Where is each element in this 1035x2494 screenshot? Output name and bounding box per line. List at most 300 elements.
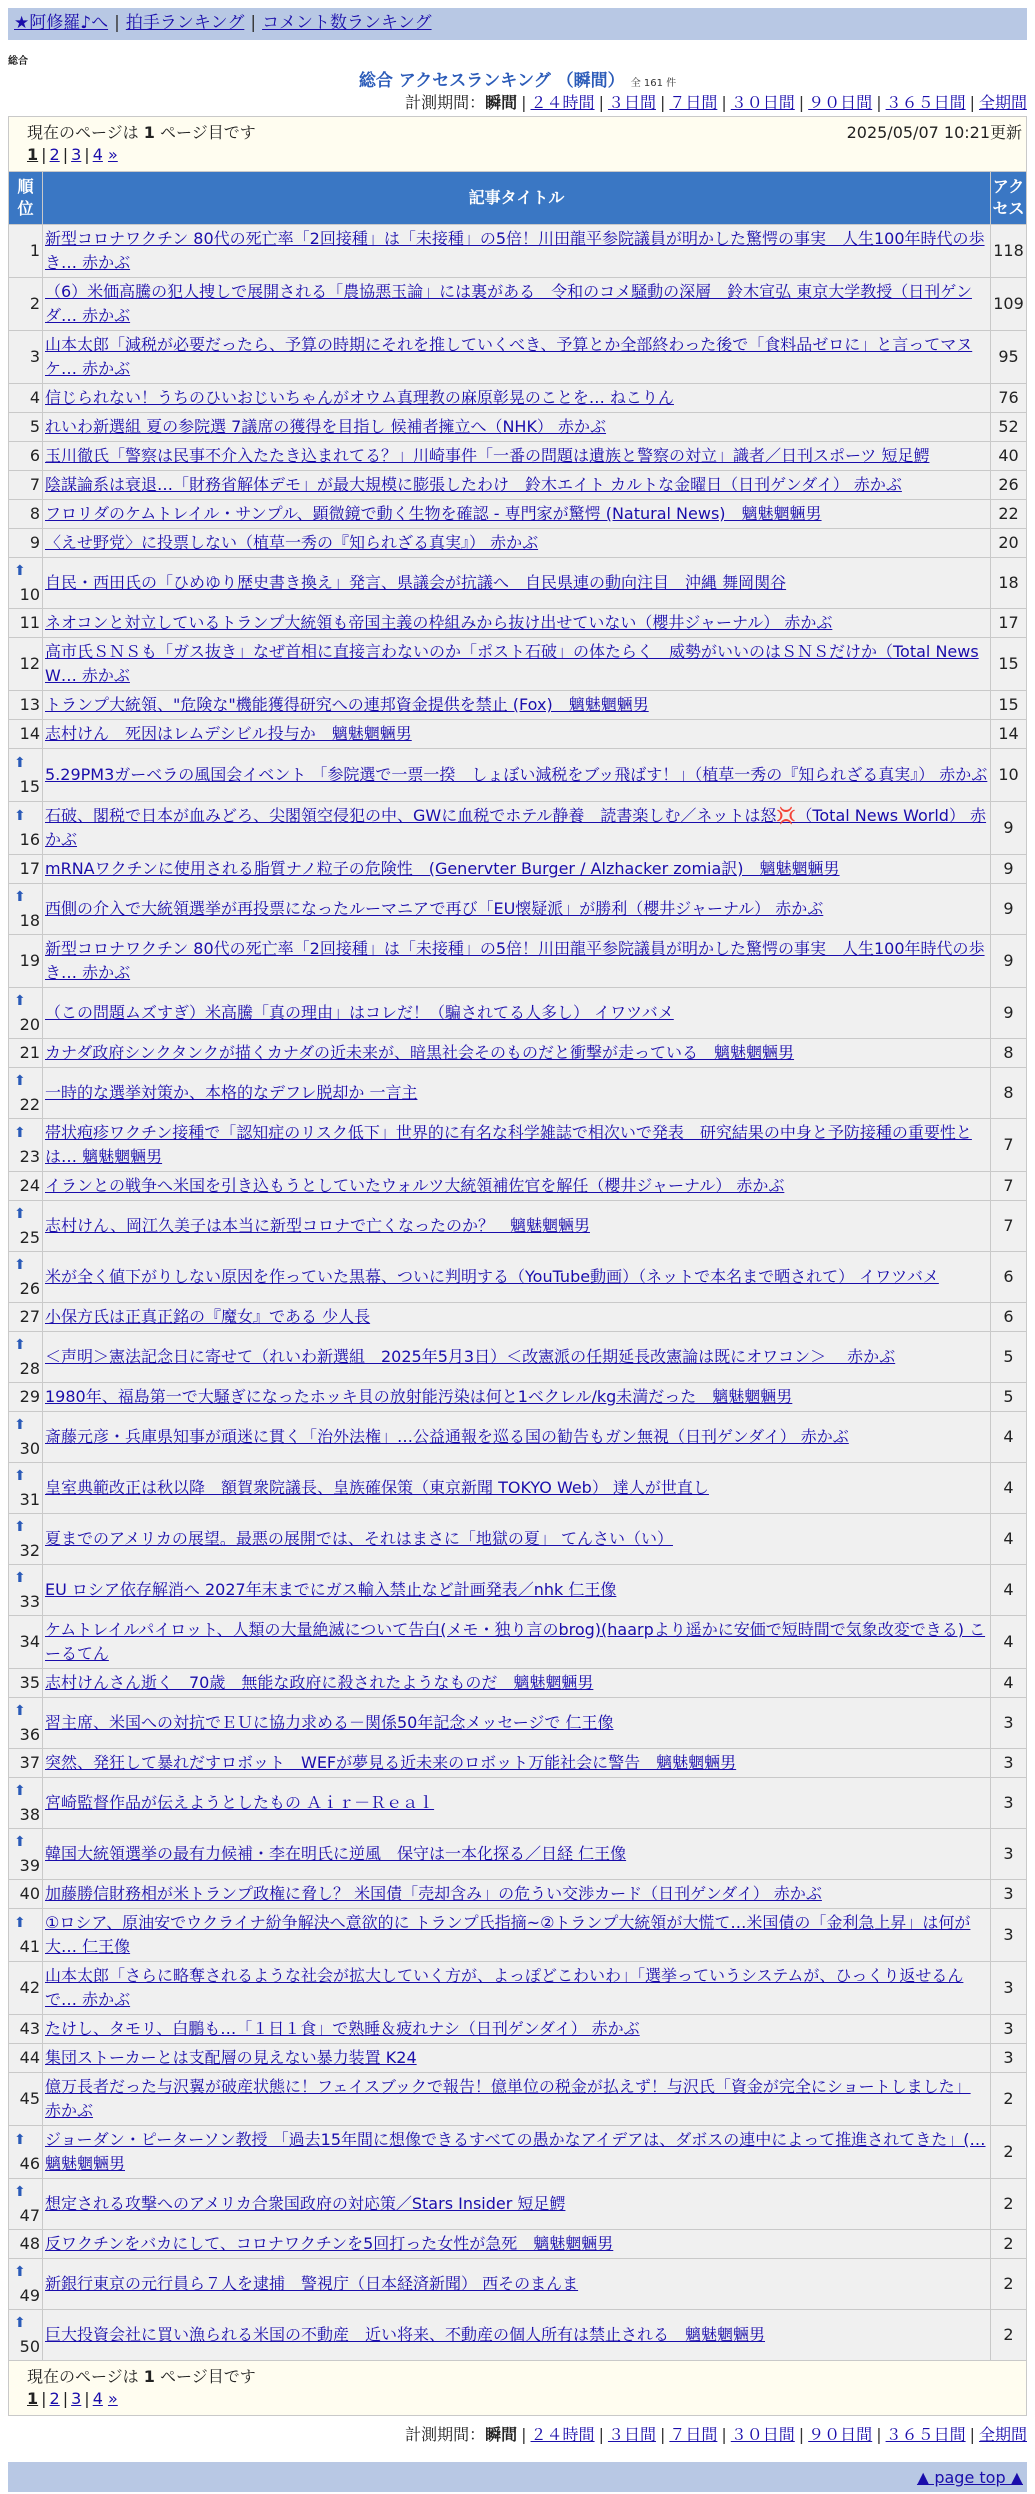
rank-cell: [9, 529, 42, 557]
title-cell: [43, 1383, 990, 1411]
access-count: 4: [991, 1669, 1026, 1697]
access-count: 95: [991, 331, 1026, 383]
page-info: 現在のページは 1 ページ目です: [27, 123, 256, 142]
rank-cell: [9, 691, 42, 719]
table-row: [9, 1698, 1026, 1748]
rank-cell: [9, 1829, 42, 1879]
article-link[interactable]: 玉川徹氏「警察は民事不介入たたき込まれてる？」川崎事件「一番の問題は遺族と警察の対立」識者／日刊スポーツ 短足鰐: [45, 446, 930, 465]
access-count: 3: [991, 1778, 1026, 1828]
table-row: [9, 1909, 1026, 1961]
title-cell: [43, 225, 990, 277]
title-cell: [43, 1909, 990, 1961]
category-label: 総合: [8, 56, 28, 67]
page-title: 総合 アクセスランキング （瞬間）: [358, 71, 625, 91]
title-cell: [43, 2073, 990, 2125]
article-link[interactable]: 新型コロナワクチン 80代の死亡率「2回接種」は「未接種」の5倍！川田龍平参院議員が明かした驚愕の事実 人生100年時代の歩き… 赤かぶ: [45, 229, 985, 272]
access-count: 4: [991, 1616, 1026, 1668]
article-link[interactable]: 志村けん 死因はレムデシビル投与か 魑魅魍魎男: [45, 724, 412, 743]
nav-separator: |: [250, 13, 257, 33]
next-page-link[interactable]: »: [107, 2389, 118, 2408]
period-separator: |: [798, 93, 805, 112]
rank-up-arrow-icon: ⬆: [14, 1417, 26, 1433]
article-link[interactable]: 巨大投資会社に買い漁られる米国の不動産 近い将来、不動産の個人所有は禁止される 魑魅魍魎男: [45, 2325, 766, 2344]
period-separator: |: [969, 93, 975, 112]
rank-number: 48: [19, 2234, 40, 2253]
access-count: 2: [991, 2073, 1026, 2125]
period-separator: |: [521, 2425, 527, 2444]
rank-cell: [9, 1383, 42, 1411]
period-separator: |: [721, 2425, 727, 2444]
rank-number: 12: [19, 654, 40, 673]
table-row: [9, 988, 1026, 1038]
rank-number: 15: [19, 777, 40, 796]
page-title-line: [8, 66, 1027, 90]
article-link[interactable]: 習主席、米国への対抗でＥＵに協力求める－関係50年記念メッセージで 仁王像: [45, 1713, 614, 1732]
access-count: 2: [991, 2310, 1026, 2360]
period-option[interactable]: 全期間: [978, 93, 1027, 112]
article-link[interactable]: 新型コロナワクチン 80代の死亡率「2回接種」は「未接種」の5倍！川田龍平参院議員が明かした驚愕の事実 人生100年時代の歩き… 赤かぶ: [45, 939, 985, 982]
access-count: 3: [991, 1909, 1026, 1961]
period-separator: |: [876, 2425, 882, 2444]
article-link[interactable]: 夏までのアメリカの展望。最悪の展開では、それはまさに「地獄の夏」 てんさい（い）: [45, 1529, 673, 1548]
rank-number: 40: [19, 1884, 40, 1903]
table-row: [9, 1172, 1026, 1200]
table-row: [9, 1514, 1026, 1564]
rank-number: 49: [19, 2286, 40, 2305]
access-count: 3: [991, 1749, 1026, 1777]
rank-cell: [9, 1616, 42, 1668]
access-count: 2: [991, 2230, 1026, 2258]
article-link[interactable]: 陰謀論系は衰退…「財務省解体デモ」が最大規模に膨張したわけ 鈴木エイト カルトな金曜日（日刊ゲンダイ） 赤かぶ: [45, 475, 902, 494]
article-link[interactable]: ＜声明＞憲法記念日に寄せて（れいわ新選組 2025年5月3日）＜改憲派の任期延長改憲論は既にオワコン＞ 赤かぶ: [45, 1347, 896, 1366]
table-row: [9, 471, 1026, 499]
title-cell: [43, 884, 990, 934]
access-count: 3: [991, 2044, 1026, 2072]
table-row: [9, 1829, 1026, 1879]
period-option[interactable]: ３日間: [607, 2425, 656, 2444]
period-selector-bottom: [8, 2422, 1027, 2448]
title-cell: [43, 1514, 990, 1564]
table-row: [9, 500, 1026, 528]
period-option[interactable]: ７日間: [669, 2425, 718, 2444]
page-link[interactable]: 3: [71, 145, 82, 164]
rank-number: 22: [19, 1095, 40, 1114]
article-link[interactable]: 小保方氏は正真正銘の『魔女』である 少人長: [45, 1307, 371, 1326]
article-link[interactable]: 志村けんさん逝く 70歳 無能な政府に殺されたようなものだ 魑魅魍魎男: [45, 1673, 594, 1692]
access-count: 17: [991, 609, 1026, 637]
article-link[interactable]: ネオコンと対立しているトランプ大統領も帝国主義の枠組みから抜け出せていない（櫻井ジャーナル） 赤かぶ: [45, 613, 833, 632]
rank-cell: [9, 2230, 42, 2258]
article-link[interactable]: 突然、発狂して暴れだすロボット WEFが夢見る近未来のロボット万能社会に警告 魑魅魍魎男: [45, 1753, 737, 1772]
rank-cell: [9, 1463, 42, 1513]
rank-number: 16: [19, 830, 40, 849]
pagination-bottom: [27, 2389, 1008, 2408]
rank-up-arrow-icon: ⬆: [14, 1206, 26, 1222]
rank-cell: [9, 471, 42, 499]
table-row: [9, 1962, 1026, 2014]
title-cell: [43, 1119, 990, 1171]
rank-cell: [9, 1119, 42, 1171]
access-count: 3: [991, 2015, 1026, 2043]
period-option[interactable]: ３日間: [607, 93, 656, 112]
rank-number: 35: [19, 1673, 40, 1692]
article-link[interactable]: れいわ新選組 夏の参院選 7議席の獲得を目指し 候補者擁立へ（NHK） 赤かぶ: [45, 417, 607, 436]
access-count: 4: [991, 1565, 1026, 1615]
rank-number: 34: [19, 1632, 40, 1651]
article-link[interactable]: 宮崎監督作品が伝えようとしたもの Ａｉｒ－Ｒｅａｌ: [45, 1793, 435, 1812]
nav-home-link[interactable]: ★阿修羅♪へ: [14, 13, 109, 33]
footer-bar: [8, 2462, 1027, 2492]
article-link[interactable]: 山本太郎「さらに略奪されるような社会が拡大していく方が、よっぽどこわいわ」「選挙っていうシステムが、ひっくり返せるんで… 赤かぶ: [45, 1966, 964, 2009]
access-count: 118: [991, 225, 1026, 277]
rank-number: 36: [19, 1725, 40, 1744]
article-link[interactable]: ①ロシア、原油安でウクライナ紛争解決へ意欲的に トランプ氏指摘~②トランプ大統領が大慌て…米国債の「金利急上昇」は何が大… 仁王像: [45, 1913, 971, 1956]
rank-cell: [9, 2259, 42, 2309]
title-cell: [43, 1332, 990, 1382]
rank-cell: [9, 2044, 42, 2072]
period-option[interactable]: 全期間: [978, 2425, 1027, 2444]
access-count: 3: [991, 1962, 1026, 2014]
article-link[interactable]: 反ワクチンをバカにして、コロナワクチンを5回打った女性が急死 魑魅魍魎男: [45, 2234, 614, 2253]
rank-cell: [9, 609, 42, 637]
article-link[interactable]: 山本太郎「減税が必要だったら、予算の時期にそれを推していくべき、予算とか全部終わった後で「食料品ゼロに」と言ってマヌケ… 赤かぶ: [45, 335, 973, 378]
rank-cell: [9, 2179, 42, 2229]
rank-number: 21: [19, 1043, 40, 1062]
period-option[interactable]: ３０日間: [730, 93, 795, 112]
access-count: 2: [991, 2126, 1026, 2178]
rank-number: 30: [19, 1439, 40, 1458]
access-count: 15: [991, 691, 1026, 719]
page-link[interactable]: 4: [92, 145, 103, 164]
next-page-link[interactable]: »: [107, 145, 118, 164]
period-label: 計測期間：: [405, 2425, 486, 2444]
article-link[interactable]: 西側の介入で大統領選挙が再投票になったルーマニアで再び「EU懐疑派」が勝利（櫻井ジャーナル） 赤かぶ: [45, 899, 824, 918]
access-count: 9: [991, 988, 1026, 1038]
rank-cell: [9, 1514, 42, 1564]
rank-number: 43: [19, 2019, 40, 2038]
period-option[interactable]: ３０日間: [730, 2425, 795, 2444]
title-cell: [43, 2015, 990, 2043]
table-row: [9, 278, 1026, 330]
rank-cell: [9, 935, 42, 987]
page-info: 現在のページは 1 ページ目です: [27, 2367, 256, 2386]
title-cell: [43, 2044, 990, 2072]
rank-up-arrow-icon: ⬆: [14, 1257, 26, 1273]
title-cell: [43, 802, 990, 854]
rank-up-arrow-icon: ⬆: [14, 2264, 26, 2280]
page-link[interactable]: 2: [49, 2389, 60, 2408]
article-link[interactable]: 志村けん、岡江久美子は本当に新型コロナで亡くなったのか？ 魑魅魍魎男: [45, 1216, 590, 1235]
access-count: 10: [991, 749, 1026, 801]
period-separator: |: [876, 93, 882, 112]
rank-number: 31: [19, 1490, 40, 1509]
nav-clap-ranking-link[interactable]: 拍手ランキング: [125, 13, 245, 33]
page-top-link[interactable]: ▲ page top ▲: [916, 2468, 1023, 2487]
rank-cell: [9, 1201, 42, 1251]
rank-number: 14: [19, 724, 40, 743]
rank-cell: [9, 1039, 42, 1067]
period-option[interactable]: ２４時間: [530, 2425, 595, 2444]
article-link[interactable]: （6）米価高騰の犯人捜しで展開される「農協悪玉論」には裏がある 令和のコメ騒動の深層 鈴木宣弘 東京大学教授（日刊ゲンダ… 赤かぶ: [45, 282, 972, 325]
table-row: [9, 331, 1026, 383]
article-link[interactable]: 信じられない！うちのひいおじいちゃんがオウム真理教の麻原彰晃のことを… ねこりん: [45, 388, 674, 407]
table-row: [9, 442, 1026, 470]
access-count: 4: [991, 1463, 1026, 1513]
access-count: 9: [991, 884, 1026, 934]
current-page-number: 1: [143, 2367, 155, 2386]
table-row: [9, 802, 1026, 854]
article-link[interactable]: 集団ストーカーとは支配層の見えない暴力装置 K24: [45, 2048, 417, 2067]
period-selector: [8, 90, 1027, 116]
rank-cell: [9, 1880, 42, 1908]
rank-number: 46: [19, 2154, 40, 2173]
title-cell: [43, 1749, 990, 1777]
access-count: 3: [991, 1829, 1026, 1879]
rank-number: 18: [19, 911, 40, 930]
rank-number: 19: [19, 951, 40, 970]
title-cell: [43, 1698, 990, 1748]
period-option[interactable]: ３６５日間: [885, 2425, 966, 2444]
table-row: [9, 720, 1026, 748]
table-row: [9, 638, 1026, 690]
rank-number: 24: [19, 1176, 40, 1195]
article-link[interactable]: トランプ大統領、"危険な"機能獲得研究への連邦資金提供を禁止 (Fox) 魑魅魍魎男: [45, 695, 649, 714]
title-cell: [43, 638, 990, 690]
title-cell: [43, 1669, 990, 1697]
table-row: [9, 691, 1026, 719]
access-count: 8: [991, 1039, 1026, 1067]
page-separator: |: [41, 2389, 47, 2408]
page-link[interactable]: 3: [71, 2389, 82, 2408]
title-cell: [43, 278, 990, 330]
article-link[interactable]: mRNAワクチンに使用される脂質ナノ粒子の危険性 (Genervter Burger / Alzhacker zomia訳) 魑魅魍魎男: [45, 859, 840, 878]
article-link[interactable]: たけし、タモリ、白鵬も…「１日１食」で熟睡＆疲れナシ（日刊ゲンダイ） 赤かぶ: [45, 2019, 640, 2038]
page-separator: |: [41, 145, 47, 164]
article-link[interactable]: 想定される攻撃へのアメリカ合衆国政府の対応策／Stars Insider 短足鰐: [45, 2194, 566, 2213]
table-row: [9, 1201, 1026, 1251]
rank-cell: [9, 720, 42, 748]
page-info-box-bottom: [8, 2361, 1027, 2416]
rank-cell: [9, 500, 42, 528]
rank-cell: [9, 2310, 42, 2360]
access-count: 52: [991, 413, 1026, 441]
rank-number: 29: [19, 1387, 40, 1406]
table-row: [9, 1383, 1026, 1411]
rank-number: 23: [19, 1147, 40, 1166]
article-link[interactable]: カナダ政府シンクタンクが描くカナダの近未来が、暗黒社会そのものだと衝撃が走っている 魑魅魍魎男: [45, 1043, 795, 1062]
rank-number: 7: [29, 475, 40, 494]
title-cell: [43, 500, 990, 528]
title-cell: [43, 1068, 990, 1118]
article-link[interactable]: 自民・西田氏の「ひめゆり歴史書き換え」発言、県議会が抗議へ 自民県連の動向注目 沖縄 舞岡関谷: [45, 573, 787, 592]
rank-cell: [9, 442, 42, 470]
current-page-number: 1: [143, 123, 155, 142]
title-cell: [43, 988, 990, 1038]
table-row: [9, 1332, 1026, 1382]
article-link[interactable]: 帯状疱疹ワクチン接種で「認知症のリスク低下」世界的に有名な科学雑誌で相次いで発表 研究結果の中身と予防接種の重要性とは… 魑魅魍魎男: [45, 1123, 972, 1166]
title-cell: [43, 1829, 990, 1879]
access-count: 9: [991, 802, 1026, 854]
top-nav-bar: [8, 8, 1027, 40]
table-row: [9, 1616, 1026, 1668]
table-row: [9, 1565, 1026, 1615]
article-link[interactable]: 5.29PM3ガーベラの風国会イベント 「参院選で一票一揆 しょぼい減税をブッ飛ばす！」（植草一秀の『知られざる真実』） 赤かぶ: [45, 765, 988, 784]
period-separator: |: [659, 2425, 666, 2444]
access-count: 2: [991, 2259, 1026, 2309]
rank-number: 27: [19, 1307, 40, 1326]
page-link[interactable]: 4: [92, 2389, 103, 2408]
article-link[interactable]: イランとの戦争へ米国を引き込もうとしていたウォルツ大統領補佐官を解任（櫻井ジャーナル） 赤かぶ: [45, 1176, 785, 1195]
rank-up-arrow-icon: ⬆: [14, 1125, 26, 1141]
period-separator: |: [521, 93, 527, 112]
rank-cell: [9, 1962, 42, 2014]
title-cell: [43, 1962, 990, 2014]
table-row: [9, 1068, 1026, 1118]
rank-cell: [9, 802, 42, 854]
page-link: 1: [27, 145, 39, 164]
access-count: 7: [991, 1201, 1026, 1251]
access-count: 3: [991, 1880, 1026, 1908]
rank-up-arrow-icon: ⬆: [14, 2315, 26, 2331]
article-link[interactable]: 億万長者だった与沢翼が破産状態に！フェイスブックで報告！億単位の税金が払えず！与沢氏「資金が完全にショートしました」 赤かぶ: [45, 2077, 971, 2120]
page-separator: |: [62, 145, 69, 164]
table-row: [9, 884, 1026, 934]
rank-up-arrow-icon: ⬆: [14, 1073, 26, 1089]
rank-number: 44: [19, 2048, 40, 2067]
table-row: [9, 1119, 1026, 1171]
period-option[interactable]: ９０日間: [808, 93, 873, 112]
nav-comment-ranking-link[interactable]: コメント数ランキング: [262, 13, 432, 33]
rank-cell: [9, 1303, 42, 1331]
article-link[interactable]: 1980年、福島第一で大騒ぎになったホッキ貝の放射能汚染は何と1ベクレル/kg未満だった 魑魅魍魎男: [45, 1387, 793, 1406]
access-count: 5: [991, 1383, 1026, 1411]
rank-number: 25: [19, 1228, 40, 1247]
title-cell: [43, 935, 990, 987]
table-row: [9, 935, 1026, 987]
rank-number: 3: [29, 347, 40, 366]
access-count: 18: [991, 558, 1026, 608]
title-cell: [43, 558, 990, 608]
rank-cell: [9, 558, 42, 608]
rank-up-arrow-icon: ⬆: [14, 755, 26, 771]
access-count: 26: [991, 471, 1026, 499]
title-cell: [43, 1880, 990, 1908]
rank-number: 32: [19, 1541, 40, 1560]
rank-cell: [9, 1909, 42, 1961]
period-option[interactable]: ２４時間: [530, 93, 595, 112]
page-separator: |: [84, 2389, 90, 2408]
table-row: [9, 225, 1026, 277]
table-row: [9, 2259, 1026, 2309]
page-separator: |: [62, 2389, 69, 2408]
access-count: 15: [991, 638, 1026, 690]
article-link[interactable]: 韓国大統領選挙の最有力候補・李在明氏に逆風 保守は一本化探る／日経 仁王像: [45, 1844, 627, 1863]
rank-cell: [9, 1172, 42, 1200]
rank-cell: [9, 1669, 42, 1697]
page-link: 1: [27, 2389, 39, 2408]
table-row: [9, 558, 1026, 608]
access-count: 9: [991, 935, 1026, 987]
rank-number: 45: [19, 2089, 40, 2108]
title-cell: [43, 442, 990, 470]
access-count: 76: [991, 384, 1026, 412]
rank-cell: [9, 884, 42, 934]
total-count: 全 161 件: [630, 78, 677, 89]
table-row: [9, 1778, 1026, 1828]
access-count: 2: [991, 2179, 1026, 2229]
rank-number: 11: [19, 613, 40, 632]
access-count: 8: [991, 1068, 1026, 1118]
rank-number: 5: [29, 417, 40, 436]
title-cell: [43, 1172, 990, 1200]
page-separator: |: [84, 145, 90, 164]
table-row: [9, 1039, 1026, 1067]
table-row: [9, 609, 1026, 637]
article-link[interactable]: 石破、閣税で日本が血みどろ、尖閣領空侵犯の中、GWに血税でホテル静養 読書楽しむ／ネットは怒💢（Total News World） 赤かぶ: [45, 806, 987, 849]
period-option[interactable]: ３６５日間: [885, 93, 966, 112]
article-link[interactable]: 〈えせ野党〉に投票しない（植草一秀の『知られざる真実』） 赤かぶ: [45, 533, 539, 552]
table-row: [9, 2126, 1026, 2178]
title-cell: [43, 2259, 990, 2309]
table-row: [9, 1463, 1026, 1513]
article-link[interactable]: ケムトレイルパイロット、人類の大量絶滅について告白(メモ・独り言のbrog)(haarpより遥かに安価で短時間で気象改変できる) こーるてん: [45, 1620, 986, 1663]
rank-cell: [9, 2015, 42, 2043]
rank-cell: [9, 225, 42, 277]
access-count: 6: [991, 1252, 1026, 1302]
rank-number: 9: [29, 533, 40, 552]
period-option[interactable]: ９０日間: [808, 2425, 873, 2444]
rank-up-arrow-icon: ⬆: [14, 808, 26, 824]
period-option: 瞬間: [485, 93, 518, 112]
rank-cell: [9, 988, 42, 1038]
article-link[interactable]: 高市氏ＳＮＳも「ガス抜き」なぜ首相に直接言わないのか「ポスト石破」の体たらく 威勢がいいのはＳＮＳだけか（Total News W… 赤かぶ: [45, 642, 979, 685]
article-link[interactable]: ジョーダン・ピーターソン教授 「過去15年間に想像できるすべての愚かなアイデアは、ダボスの連中によって推進されてきた」(… 魑魅魍魎男: [45, 2130, 986, 2173]
article-link[interactable]: フロリダのケムトレイル・サンプル、顕微鏡で動く生物を確認 - 専門家が驚愕 (Natural News) 魑魅魍魎男: [45, 504, 822, 523]
article-link[interactable]: 加藤勝信財務相が米トランプ政権に脅し？ 米国債「売却含み」の危うい交渉カード（日刊ゲンダイ） 赤かぶ: [45, 1884, 822, 1903]
title-cell: [43, 471, 990, 499]
article-link[interactable]: 斎藤元彦・兵庫県知事が頑迷に貫く「治外法権」…公益通報を巡る国の勧告もガン無視（日刊ゲンダイ） 赤かぶ: [45, 1427, 849, 1446]
article-link[interactable]: （この問題ムズすぎ）米高騰「真の理由」はコレだ！（騙されてる人多し） イワツバメ: [45, 1003, 674, 1022]
rank-cell: [9, 855, 42, 883]
article-link[interactable]: 一時的な選挙対策か、本格的なデフレ脱却か 一言主: [45, 1083, 418, 1102]
access-count: 14: [991, 720, 1026, 748]
title-cell: [43, 529, 990, 557]
page-link[interactable]: 2: [49, 145, 60, 164]
period-separator: |: [798, 2425, 805, 2444]
table-row: [9, 413, 1026, 441]
title-column-header: 記事タイトル: [43, 172, 990, 224]
table-row: [9, 749, 1026, 801]
period-option[interactable]: ７日間: [669, 93, 718, 112]
title-cell: [43, 1039, 990, 1067]
table-row: [9, 384, 1026, 412]
title-cell: [43, 1778, 990, 1828]
rank-up-arrow-icon: ⬆: [14, 1703, 26, 1719]
rank-cell: [9, 1698, 42, 1748]
rank-number: 26: [19, 1279, 40, 1298]
title-cell: [43, 1463, 990, 1513]
table-row: [9, 855, 1026, 883]
period-separator: |: [969, 2425, 975, 2444]
article-link[interactable]: 新銀行東京の元行員ら７人を逮捕 警視庁（日本経済新聞） 西そのまんま: [45, 2274, 579, 2293]
access-column-header: アクセス: [991, 172, 1026, 224]
article-link[interactable]: 皇室典範改正は秋以降 額賀衆院議長、皇族確保策（東京新聞 TOKYO Web） 達人が世直し: [45, 1478, 709, 1497]
rank-cell: [9, 413, 42, 441]
article-link[interactable]: 米が全く値下がりしない原因を作っていた黒幕、ついに判明する（YouTube動画）（ネットで本名まで晒されて） イワツバメ: [45, 1267, 939, 1286]
rank-number: 28: [19, 1359, 40, 1378]
title-cell: [43, 384, 990, 412]
article-link[interactable]: EU ロシア依存解消へ 2027年末までにガス輸入禁止など計画発表／nhk 仁王像: [45, 1580, 617, 1599]
